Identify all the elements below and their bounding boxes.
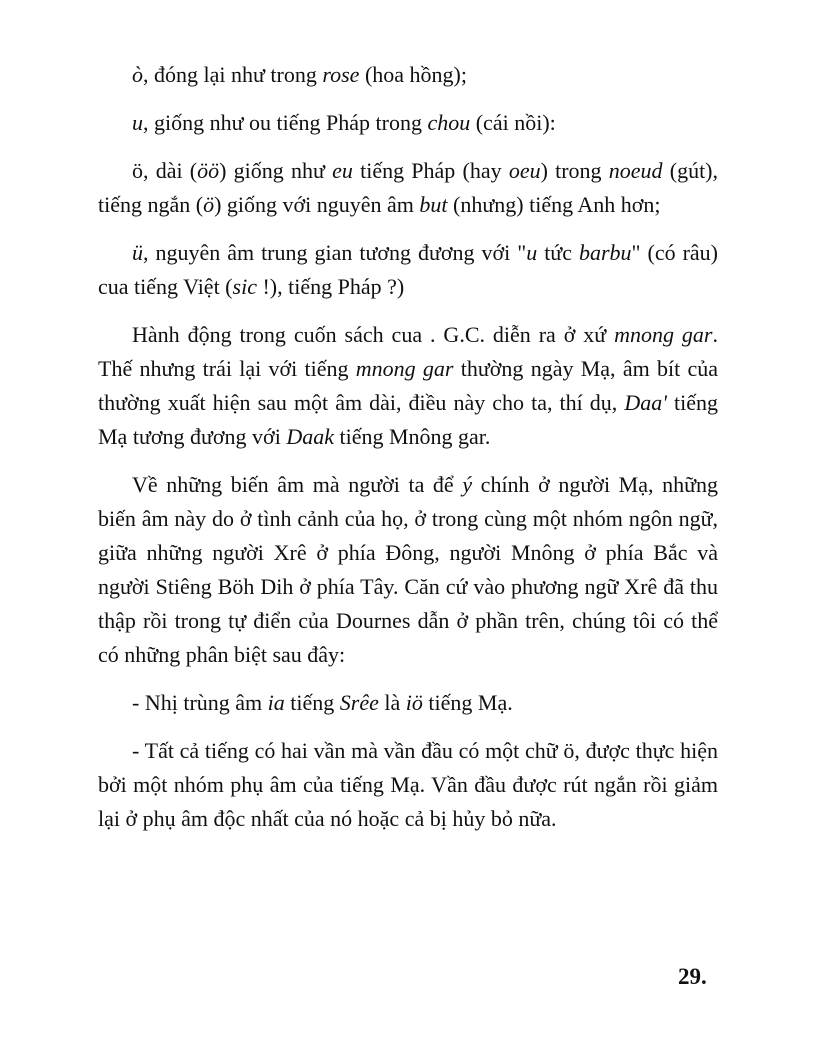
paragraph-two-syllables — [98, 734, 718, 836]
text-segment: ò — [132, 62, 143, 87]
text-segment: (gút), tiếng ngắn ( — [98, 158, 719, 217]
text-segment: (hoa hồng); — [359, 62, 467, 87]
text-segment: , đóng lại như trong — [143, 62, 323, 87]
text-segment: (cái nồi): — [470, 110, 556, 135]
text-segment: tiếng Mnông gar. — [333, 424, 491, 449]
paragraph-u-umlaut-vowel — [98, 236, 718, 304]
text-segment: Srêe — [339, 690, 379, 715]
text-segment: chính ở người Mạ, những biến âm này do ở tình cảnh của họ, ở trong cùng một nhóm ngôn ngữ, giữa những người Xrê ở phía Đông, người Mnông ở phía Bắc và người Stiêng Böh Dih ở phía Tây. Căn cứ vào phương ngữ Xrê đã thu thập rồi trong tự điển của Dournes dẫn ở phần trên, chúng tôi có thể có những phân biệt sau đây: — [98, 472, 718, 667]
paragraph-o-umlaut-vowel — [98, 154, 718, 222]
text-segment: eu — [332, 158, 353, 183]
text-segment: - Tất cả tiếng có hai vần mà vần đầu có một chữ ö, được thực hiện bởi một nhóm phụ âm của tiếng Mạ. Vần đầu được rút ngắn rồi giảm lại ở phụ âm độc nhất của nó hoặc cả bị hủy bỏ nữa. — [98, 738, 718, 831]
text-segment: but — [419, 192, 448, 217]
text-segment: u — [132, 110, 143, 135]
text-segment: ) trong — [540, 158, 609, 183]
text-segment: , nguyên âm trung gian tương đương với " — [143, 240, 527, 265]
text-segment: ý — [462, 472, 473, 497]
text-segment: sic — [232, 274, 257, 299]
text-segment: Về những biến âm mà người ta để — [132, 472, 463, 497]
text-segment: öö — [197, 158, 220, 183]
text-segment: là — [378, 690, 406, 715]
text-segment: thường ngày Mạ, âm bít của thường xuất hiện sau một âm dài, điều này cho ta, thí dụ, — [98, 356, 718, 415]
text-segment: tiếng Pháp (hay — [352, 158, 509, 183]
paragraph-variations — [98, 468, 718, 672]
text-segment: tiếng Mạ. — [422, 690, 513, 715]
body-text — [98, 58, 718, 836]
text-segment: tiếng — [284, 690, 340, 715]
text-segment: - Nhị trùng âm — [132, 690, 268, 715]
paragraph-mnong-gar — [98, 318, 718, 454]
text-segment: ö — [203, 192, 215, 217]
text-segment: u — [526, 240, 538, 265]
text-segment: Hành động trong cuốn sách cua . G.C. diễn ra ở xứ — [132, 322, 615, 347]
page-number: 29. — [678, 964, 707, 989]
text-segment: rose — [322, 62, 360, 87]
text-segment: !), tiếng Pháp ?) — [256, 274, 405, 299]
text-segment: ) giống với nguyên âm — [214, 192, 420, 217]
text-segment: Daak — [286, 424, 334, 449]
text-segment: ü — [132, 240, 143, 265]
text-segment: tiếng Mạ tương đương với — [98, 390, 718, 449]
text-segment: noeud — [608, 158, 663, 183]
text-segment: chou — [427, 110, 471, 135]
text-segment: mnong gar — [614, 322, 713, 347]
text-segment: ö, dài ( — [132, 158, 198, 183]
text-segment: ) giống như — [219, 158, 333, 183]
paragraph-o-vowel — [98, 58, 718, 92]
text-segment: mnong gar — [355, 356, 454, 381]
text-segment: tức — [537, 240, 579, 265]
text-segment: barbu — [578, 240, 632, 265]
text-segment: (nhưng) tiếng Anh hơn; — [447, 192, 661, 217]
text-segment: oeu — [508, 158, 541, 183]
paragraph-u-vowel — [98, 106, 718, 140]
text-segment: ia — [267, 690, 285, 715]
paragraph-diphthong — [98, 686, 718, 720]
text-segment: Daa' — [624, 390, 667, 415]
text-segment: , giống như ou tiếng Pháp trong — [143, 110, 428, 135]
text-segment: " (có râu) cua tiếng Việt ( — [98, 240, 718, 299]
text-segment: iö — [405, 690, 423, 715]
text-segment: . Thế nhưng trái lại với tiếng — [98, 322, 718, 381]
